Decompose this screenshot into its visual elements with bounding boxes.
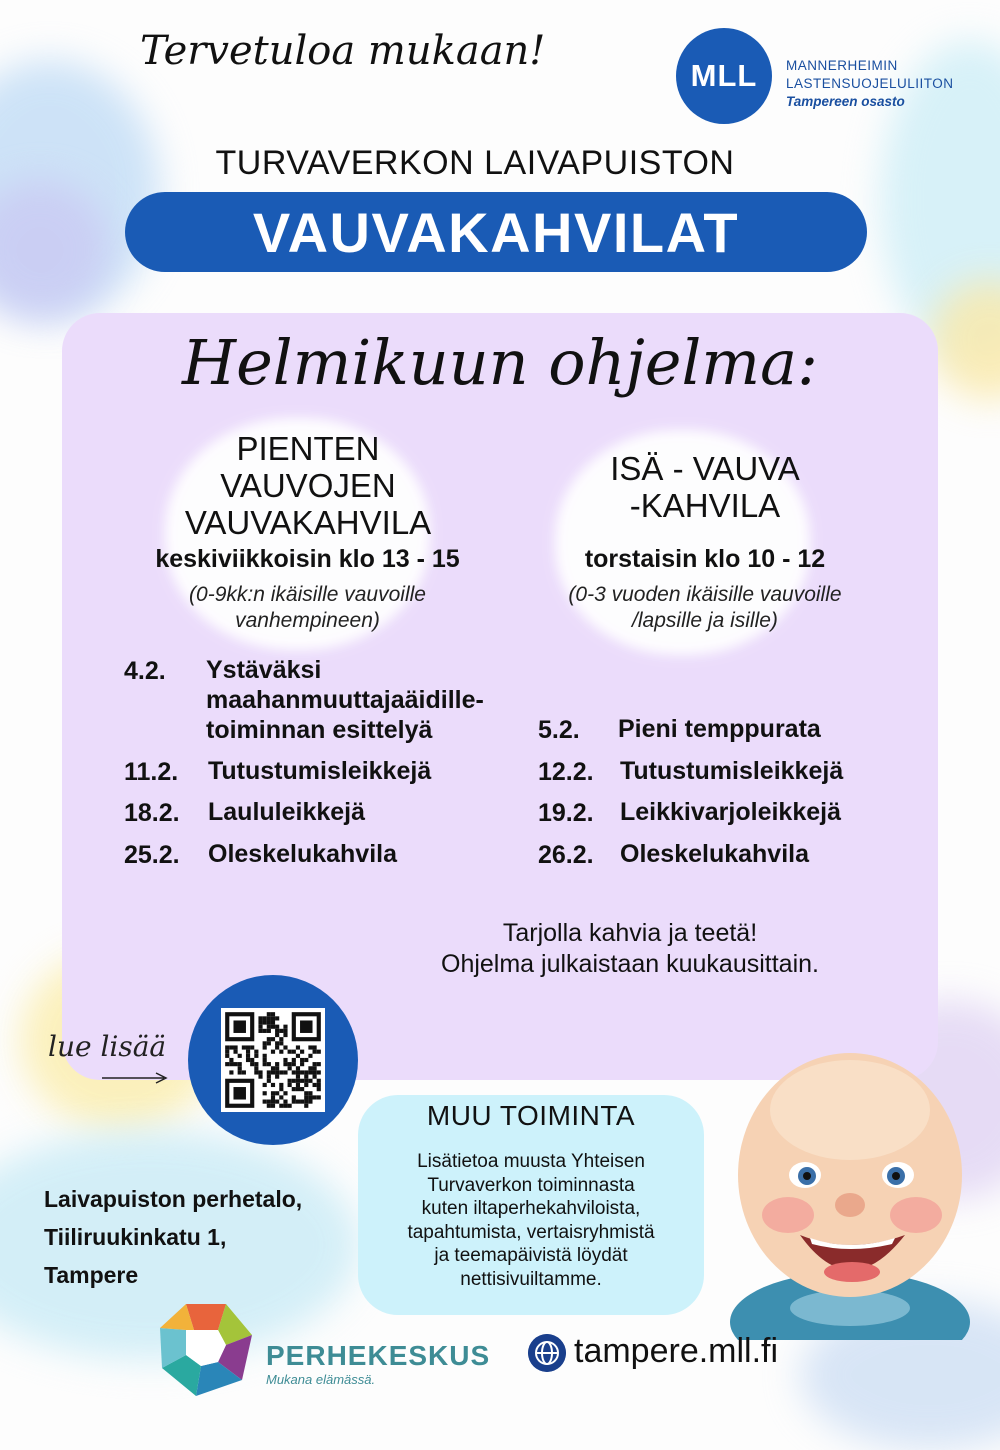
event-name: Tutustumisleikkejä (208, 757, 432, 785)
globe-icon (528, 1334, 566, 1372)
event-date: 12.2. (538, 758, 594, 786)
right-column-title: ISÄ - VAUVA -KAHVILA (610, 450, 800, 524)
address: Laivapuiston perhetalo, Tiiliruukinkatu 1, Tampere (44, 1186, 303, 1288)
arrow-right-icon (100, 1070, 170, 1086)
event-date: 26.2. (538, 841, 594, 869)
offer-text: Tarjolla kahvia ja teetä! Ohjelma julkaistaan kuukausittain. (441, 919, 819, 978)
event-date: 11.2. (124, 758, 179, 786)
mll-logo: MLL (676, 28, 772, 124)
website-link[interactable]: tampere.mll.fi (574, 1332, 779, 1370)
logo-line-2: LASTENSUOJELULIITON (786, 76, 954, 91)
right-column-time: torstaisin klo 10 - 12 (584, 545, 826, 573)
event-name: Pieni temppurata (618, 715, 821, 743)
event-name: Tutustumisleikkejä (620, 757, 844, 785)
other-activities-title: MUU TOIMINTA (426, 1100, 636, 1131)
event-name: Leikkivarjoleikkejä (620, 798, 841, 826)
logo-line-1: MANNERHEIMIN (786, 58, 898, 73)
left-column-note: (0-9kk:n ikäisille vauvoille vanhempineen) (189, 583, 426, 632)
other-activities-text: Lisätietoa muusta Yhteisen Turvaverkon toiminnasta kuten iltaperhekahviloista, tapahtumista, vertaisryhmistä ja teemapäivistä löydät nettisivuiltamme. (407, 1151, 655, 1290)
event-date: 25.2. (124, 841, 180, 869)
left-column-title: PIENTEN VAUVOJEN VAUVAKAHVILA (184, 430, 432, 541)
perhekeskus-title: PERHEKESKUS (266, 1340, 491, 1371)
logo-line-3: Tampereen osasto (786, 94, 905, 109)
subtitle: TURVAVERKON LAIVAPUISTON (215, 144, 735, 182)
qr-code-badge[interactable] (188, 975, 358, 1145)
right-column-note: (0-3 vuoden ikäisille vauvoille /lapsille ja isille) (568, 583, 842, 632)
page-title-banner: VAUVAKAHVILAT (125, 192, 867, 272)
event-name: Oleskelukahvila (620, 840, 810, 868)
qr-code-icon[interactable] (221, 1008, 325, 1112)
event-date: 4.2. (124, 657, 166, 685)
left-column-time: keskiviikkoisin klo 13 - 15 (155, 545, 460, 573)
event-name: Laululeikkejä (208, 798, 366, 826)
perhekeskus-tagline: Mukana elämässä. (266, 1372, 376, 1387)
perhekeskus-logo-icon (156, 1300, 256, 1400)
event-date: 18.2. (124, 799, 180, 827)
greeting-text: Tervetuloa mukaan! (140, 28, 546, 74)
baby-illustration (700, 1040, 1000, 1340)
event-name: Ystäväksi maahanmuuttajaäidille- toiminnan esittelyä (206, 656, 484, 744)
read-more-label: lue lisää (48, 1030, 167, 1063)
event-date: 19.2. (538, 799, 594, 827)
event-name: Oleskelukahvila (208, 840, 398, 868)
month-heading: Helmikuun ohjelma: (182, 326, 818, 399)
event-date: 5.2. (538, 716, 580, 744)
